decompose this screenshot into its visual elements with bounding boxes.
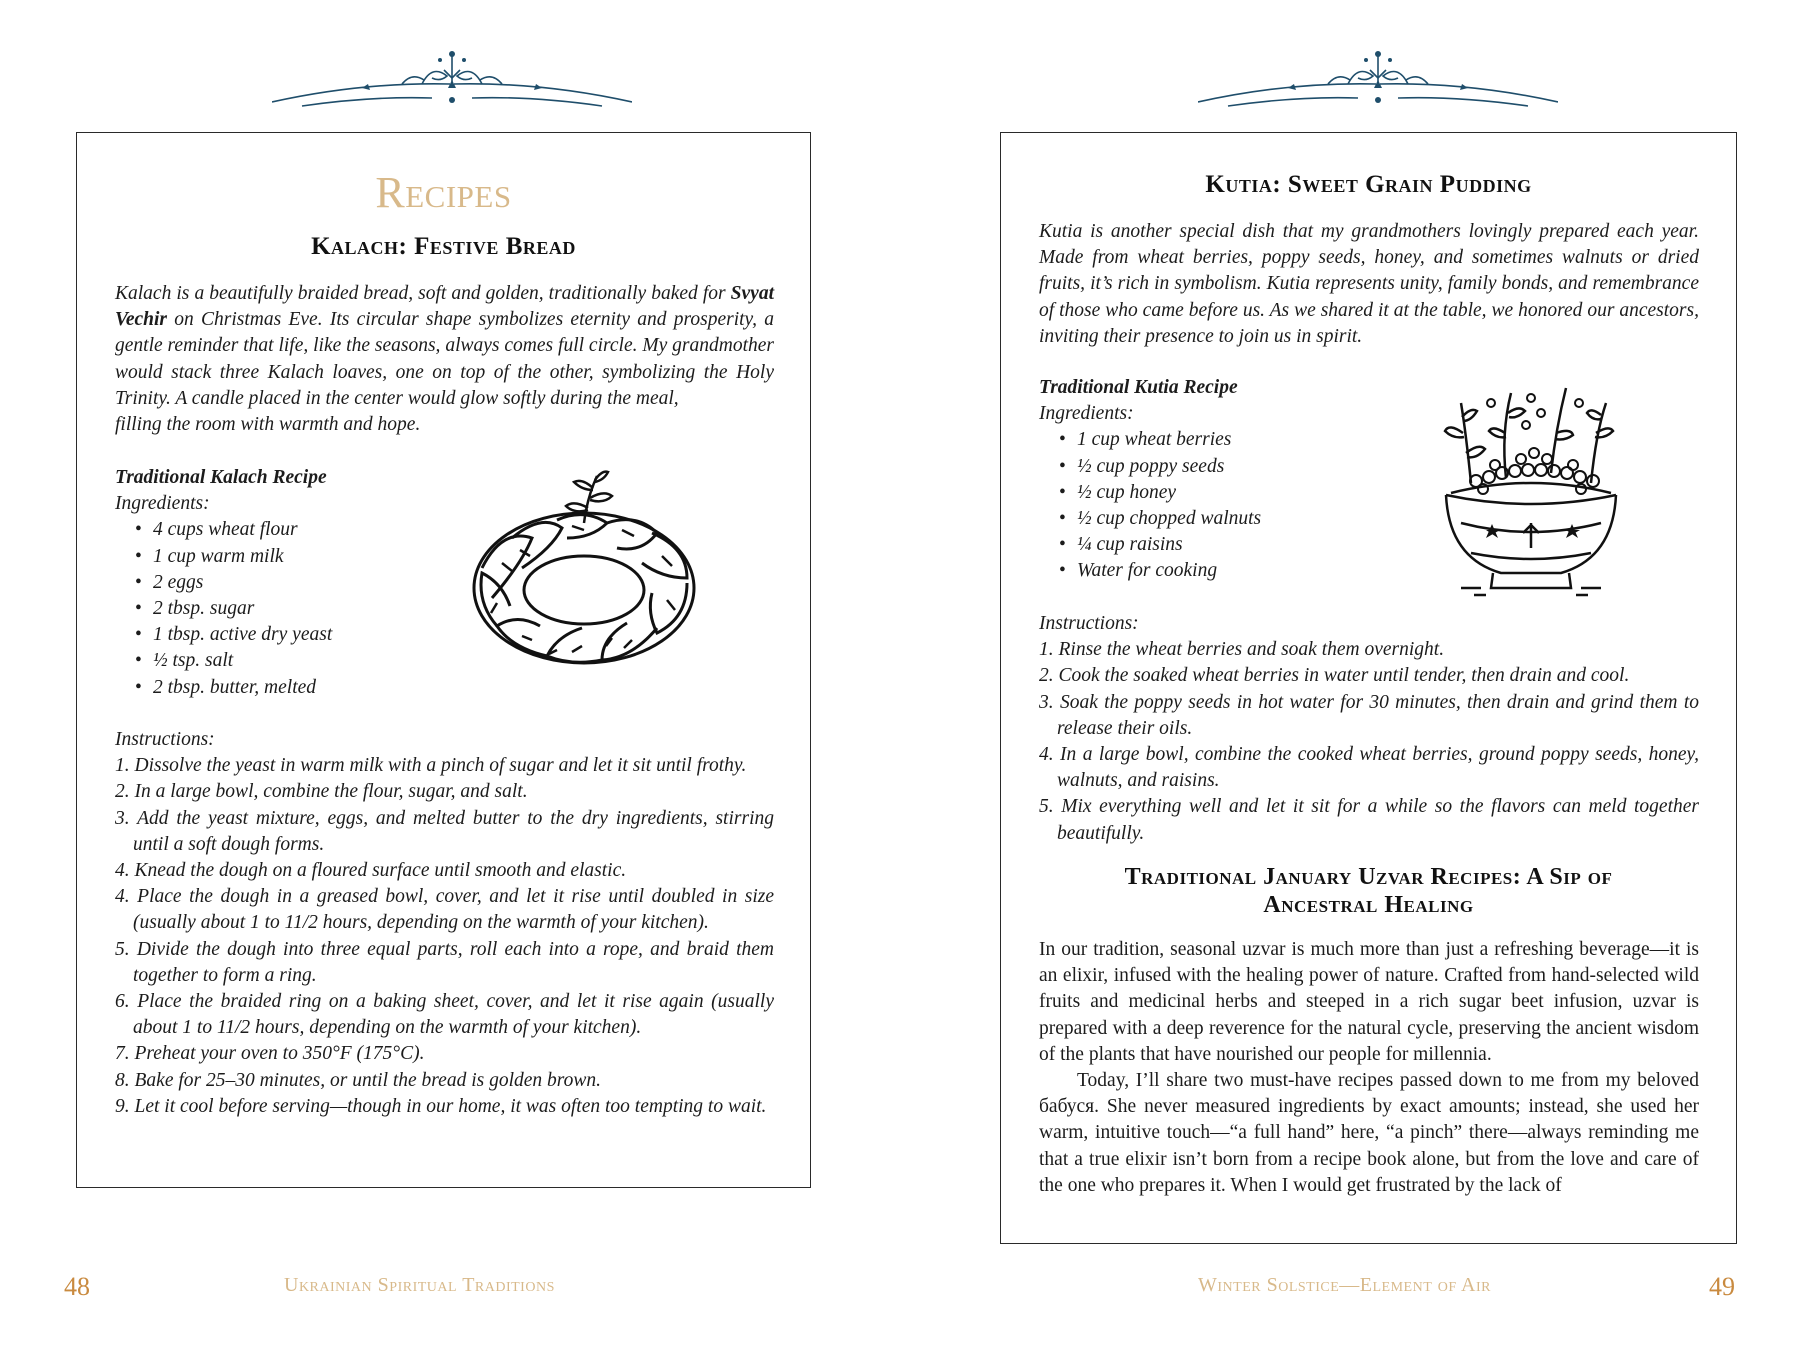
list-item: 6. Place the braided ring on a baking sheet, cover, and let it rise again (usually about 1 to 11/2 hours, depending on the warmth of your kitchen). [115, 991, 774, 1039]
list-item: • ¼ cup raisins [1077, 532, 1379, 558]
kutia-intro: Kutia is another special dish that my grandmothers lovingly prepared each year. Made from wheat berries, poppy seeds, honey, and sometimes walnuts or dried fruits, it’s rich in symbolism. Kutia represents unity, family bonds, and remembrance of those who came before us. As we shared it at the table, we honored our ancestors, inviting their presence to join us in spirit. [1039, 221, 1699, 347]
list-item: • 1 tbsp. active dry yeast [153, 622, 455, 648]
list-item: • Water for cooking [1077, 558, 1379, 584]
kalach-intro: Kalach is a beautifully braided bread, soft and golden, traditionally baked for Svyat Vechir on Christmas Eve. Its circular shape symbolizes eternity and prosperity, a gentle reminder that life, like the seasons, always comes full circle. My grandmother would stack three Kalach loaves, one on top of the other, symbolizing the Holy Trinity. A candle placed in the center would glow softly during the meal, filling the room with warmth and hope. [115, 283, 774, 436]
list-item: 4. Place the dough in a greased bowl, cover, and let it rise until doubled in size (usually about 1 to 11/2 hours, depending on the warmth of your kitchen). [115, 886, 774, 934]
list-item: • 2 eggs [153, 570, 455, 596]
kalach-instructions-label: Instructions: [115, 729, 215, 750]
kalach-ingredients-label: Ingredients: [115, 493, 210, 515]
list-item: 4. Knead the dough on a floured surface until smooth and elastic. [115, 860, 627, 882]
kalach-ingredients-list [115, 517, 455, 700]
list-item: 2. In a large bowl, combine the flour, sugar, and salt. [115, 781, 528, 803]
recipe-title-kalach: Kalach: Festive Bread [311, 233, 576, 260]
ornament-left-icon [272, 44, 632, 114]
list-item: • 1 cup warm milk [153, 544, 455, 570]
kutia-bowl-illustration-icon [1431, 373, 1631, 603]
list-item: • ½ cup honey [1077, 480, 1379, 506]
list-item: 1. Rinse the wheat berries and soak them overnight. [1039, 639, 1445, 661]
page-number-left: 48 [64, 1272, 90, 1301]
section-title-recipes: Recipes [375, 168, 512, 217]
list-item: 5. Mix everything well and let it sit for a while so the flavors can meld together beautifully. [1039, 796, 1699, 844]
list-item: 7. Preheat your oven to 350°F (175°C). [115, 1043, 425, 1065]
kutia-ingredients-list [1039, 427, 1379, 584]
list-item: 4. In a large bowl, combine the cooked wheat berries, ground poppy seeds, honey, walnuts, and raisins. [1039, 744, 1699, 792]
kalach-instructions-list [115, 753, 774, 1120]
kutia-instructions-label: Instructions: [1039, 613, 1139, 634]
recipe-title-kutia: Kutia: Sweet Grain Pudding [1205, 171, 1532, 198]
left-page-frame [76, 132, 811, 1188]
list-item: • 2 tbsp. sugar [153, 596, 455, 622]
ornament-right-icon [1198, 44, 1558, 114]
list-item: 9. Let it cool before serving—though in our home, it was often too tempting to wait. [115, 1095, 767, 1117]
list-item: • ½ cup poppy seeds [1077, 454, 1379, 480]
list-item: • 1 cup wheat berries [1077, 427, 1379, 453]
kalach-bread-illustration-icon [462, 468, 707, 683]
list-item: • ½ tsp. salt [153, 648, 455, 674]
uzvar-section-title: Traditional January Uzvar Recipes: A Sip of Ancestral Healing [1124, 864, 1613, 918]
kutia-ingredients-label: Ingredients: [1039, 403, 1134, 425]
list-item: 3. Soak the poppy seeds in hot water for 30 minutes, then drain and grind them to release their oils. [1039, 691, 1699, 739]
running-head-right: Winter Solstice—Element of Air [1198, 1274, 1491, 1296]
list-item: • 4 cups wheat flour [153, 517, 455, 543]
list-item: 2. Cook the soaked wheat berries in water until tender, then drain and cool. [1039, 665, 1630, 687]
list-item: 5. Divide the dough into three equal parts, roll each into a rope, and braid them together to form a ring. [115, 938, 774, 986]
running-head-left: Ukrainian Spiritual Traditions [284, 1274, 555, 1296]
list-item: 1. Dissolve the yeast in warm milk with a pinch of sugar and let it sit until frothy. [115, 755, 747, 777]
kutia-ingredients-block [1039, 375, 1379, 585]
kalach-recipe-label: Traditional Kalach Recipe [115, 467, 327, 488]
kutia-instructions-block [1039, 611, 1699, 847]
kalach-instructions-block [115, 727, 774, 1120]
kalach-ingredients-block [115, 465, 455, 701]
kutia-recipe-label: Traditional Kutia Recipe [1039, 377, 1238, 398]
list-item: • ½ cup chopped walnuts [1077, 506, 1379, 532]
list-item: 3. Add the yeast mixture, eggs, and melted butter to the dry ingredients, stirring until a soft dough forms. [115, 807, 774, 855]
kutia-instructions-list [1039, 637, 1699, 847]
uzvar-paragraph-1: In our tradition, seasonal uzvar is much more than just a refreshing beverage—it is an elixir, infused with the healing power of nature. Crafted from hand-selected wild fruits and medicinal herbs and steeped in a rich sugar beet infusion, uzvar is prepared with a deep reverence for the natural cycle, preserving the ancient wisdom of the plants that have nourished our people for millennia. [1039, 939, 1699, 1065]
uzvar-paragraph-2: Today, I’ll share two must-have recipes passed down to me from my beloved бабуся. She never measured ingredients by exact amounts; instead, she used her warm, intuitive touch—“a full hand” here, “a pinch” there—always reminding me that a true elixir isn’t born from a recipe book alone, but from the love and care of the one who prepares it. When I would get frustrated by the lack of [1039, 1070, 1699, 1196]
right-page-frame [1000, 132, 1737, 1244]
page-number-right: 49 [1709, 1272, 1735, 1301]
uzvar-body [1039, 937, 1699, 1199]
list-item: 8. Bake for 25–30 minutes, or until the bread is golden brown. [115, 1069, 602, 1091]
list-item: • 2 tbsp. butter, melted [153, 675, 455, 701]
